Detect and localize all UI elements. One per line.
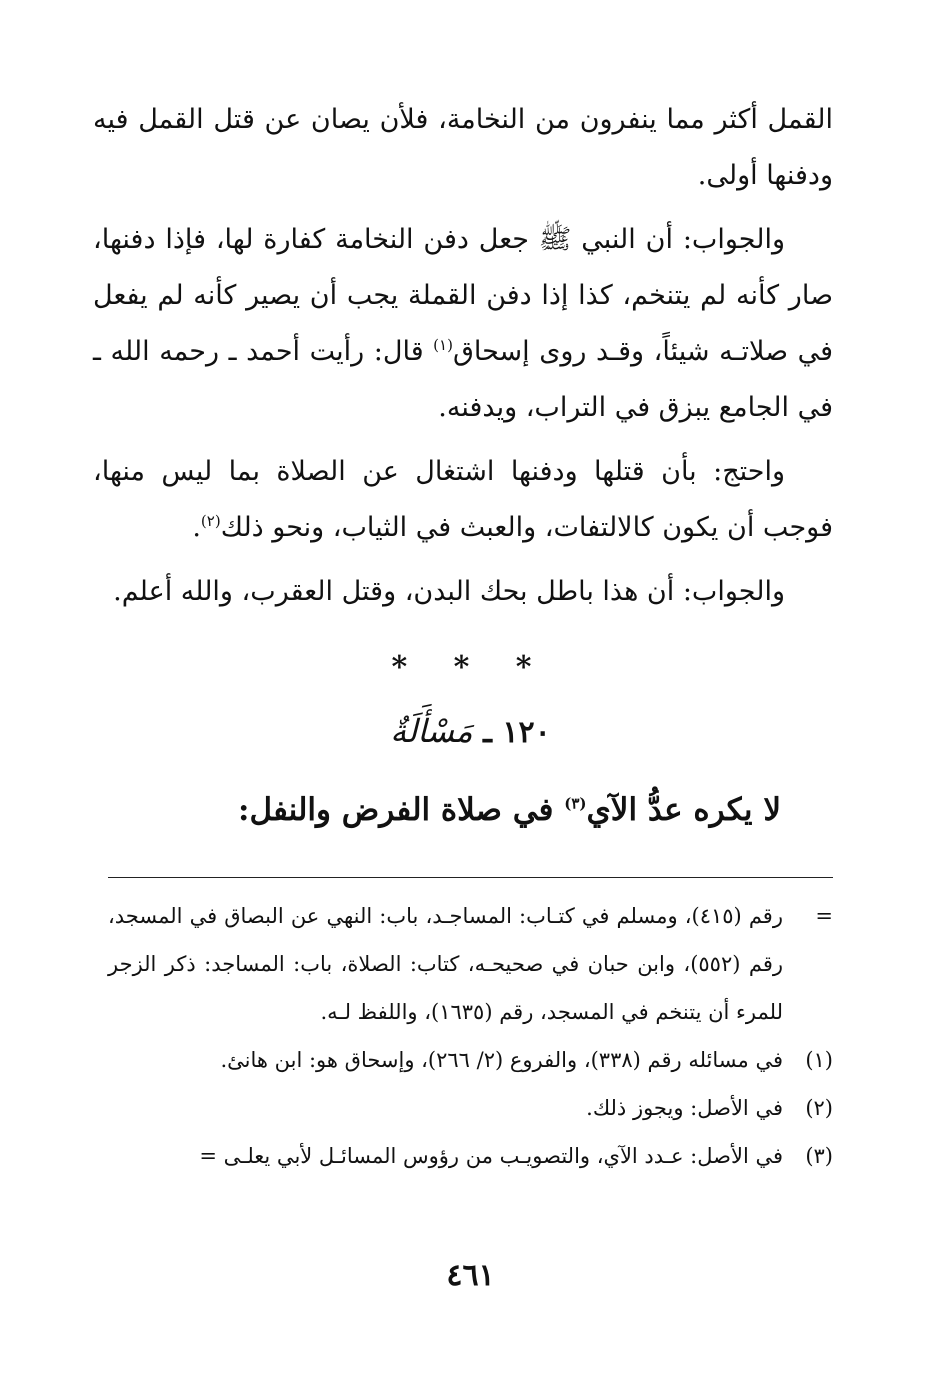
footnote-marker: = [815, 904, 833, 928]
footnote-1 [108, 1036, 833, 1084]
paragraph-1-text: القمل أكثر مما ينفرون من النخامة، فلأن يصان عن قتل القمل فيه ودفنها أولى. [93, 104, 833, 191]
footnote-text: في الأصل: عـدد الآي، والتصويـب من رؤوس المسائـل لأبي يعلـى = [199, 1144, 783, 1168]
footnote-text: رقم (٤١٥)، ومسلم في كتـاب: المساجـد، باب: النهي عن البصاق في المسجد، رقم (٥٥٢)، وابن حبان في صحيحـه، كتاب: الصلاة، باب: المساجد: ذكر الزجر للمرء أن يتنخم في المسجد، رقم (١٦٣٥)، واللفظ لـه. [108, 904, 783, 1024]
footnote-divider [108, 877, 833, 878]
section-separator: * * * [391, 650, 550, 685]
issue-word: مَسْأَلَةٌ [390, 712, 473, 750]
ruling-title [238, 792, 781, 828]
main-text [93, 92, 833, 628]
page-number: ٤٦١ [446, 1258, 495, 1293]
paragraph-3 [93, 444, 833, 556]
footnote-continued [108, 892, 833, 1036]
ruling-title-text-after: في صلاة الفرض والنفل: [238, 792, 565, 828]
ruling-title-text: لا يكره عدُّ الآي [586, 792, 781, 828]
footnote-2 [108, 1084, 833, 1132]
paragraph-3-text: واحتج: بأن قتلها ودفنها اشتغال عن الصلاة بما ليس منها، فوجب أن يكون كالالتفات، والعبث في الثياب، ونحو ذلك [93, 456, 833, 543]
issue-dash: ـ [483, 715, 492, 750]
issue-heading [0, 712, 941, 750]
footnote-marker: (١) [805, 1048, 833, 1072]
footnote-3 [108, 1132, 833, 1180]
paragraph-4 [93, 564, 833, 620]
paragraph-3-text-after: . [192, 512, 201, 543]
paragraph-2 [93, 212, 833, 436]
footnote-ref-2: (٢) [200, 512, 221, 530]
footnote-ref-3: (٣) [564, 794, 587, 813]
footnotes [108, 892, 833, 1180]
paragraph-2-text-after: قال: رأيت أحمد ـ رحمه الله ـ في الجامع يبزق في التراب، ويدفنه. [93, 336, 833, 423]
paragraph-4-text: والجواب: أن هذا باطل بحك البدن، وقتل العقرب، والله أعلم. [113, 576, 785, 607]
issue-number: ١٢٠ [502, 715, 551, 750]
footnote-marker: (٣) [805, 1144, 833, 1168]
paragraph-1 [93, 92, 833, 204]
footnote-text: في الأصل: ويجوز ذلك. [586, 1096, 783, 1120]
paragraph-2-text: والجواب: أن النبي ﷺ جعل دفن النخامة كفارة لها، فإذا دفنها، صار كأنه لم يتنخم، كذا إذا دفن القملة يجب أن يصير كأنه لم يفعل في صلاتـه شيئاً، وقـد روى إسحاق [93, 224, 833, 367]
footnote-marker: (٢) [805, 1096, 833, 1120]
footnote-ref-1: (١) [433, 336, 453, 354]
footnote-text: في مسائله رقم (٣٣٨)، والفروع (٢/ ٢٦٦)، وإسحاق هو: ابن هانئ. [220, 1048, 783, 1072]
